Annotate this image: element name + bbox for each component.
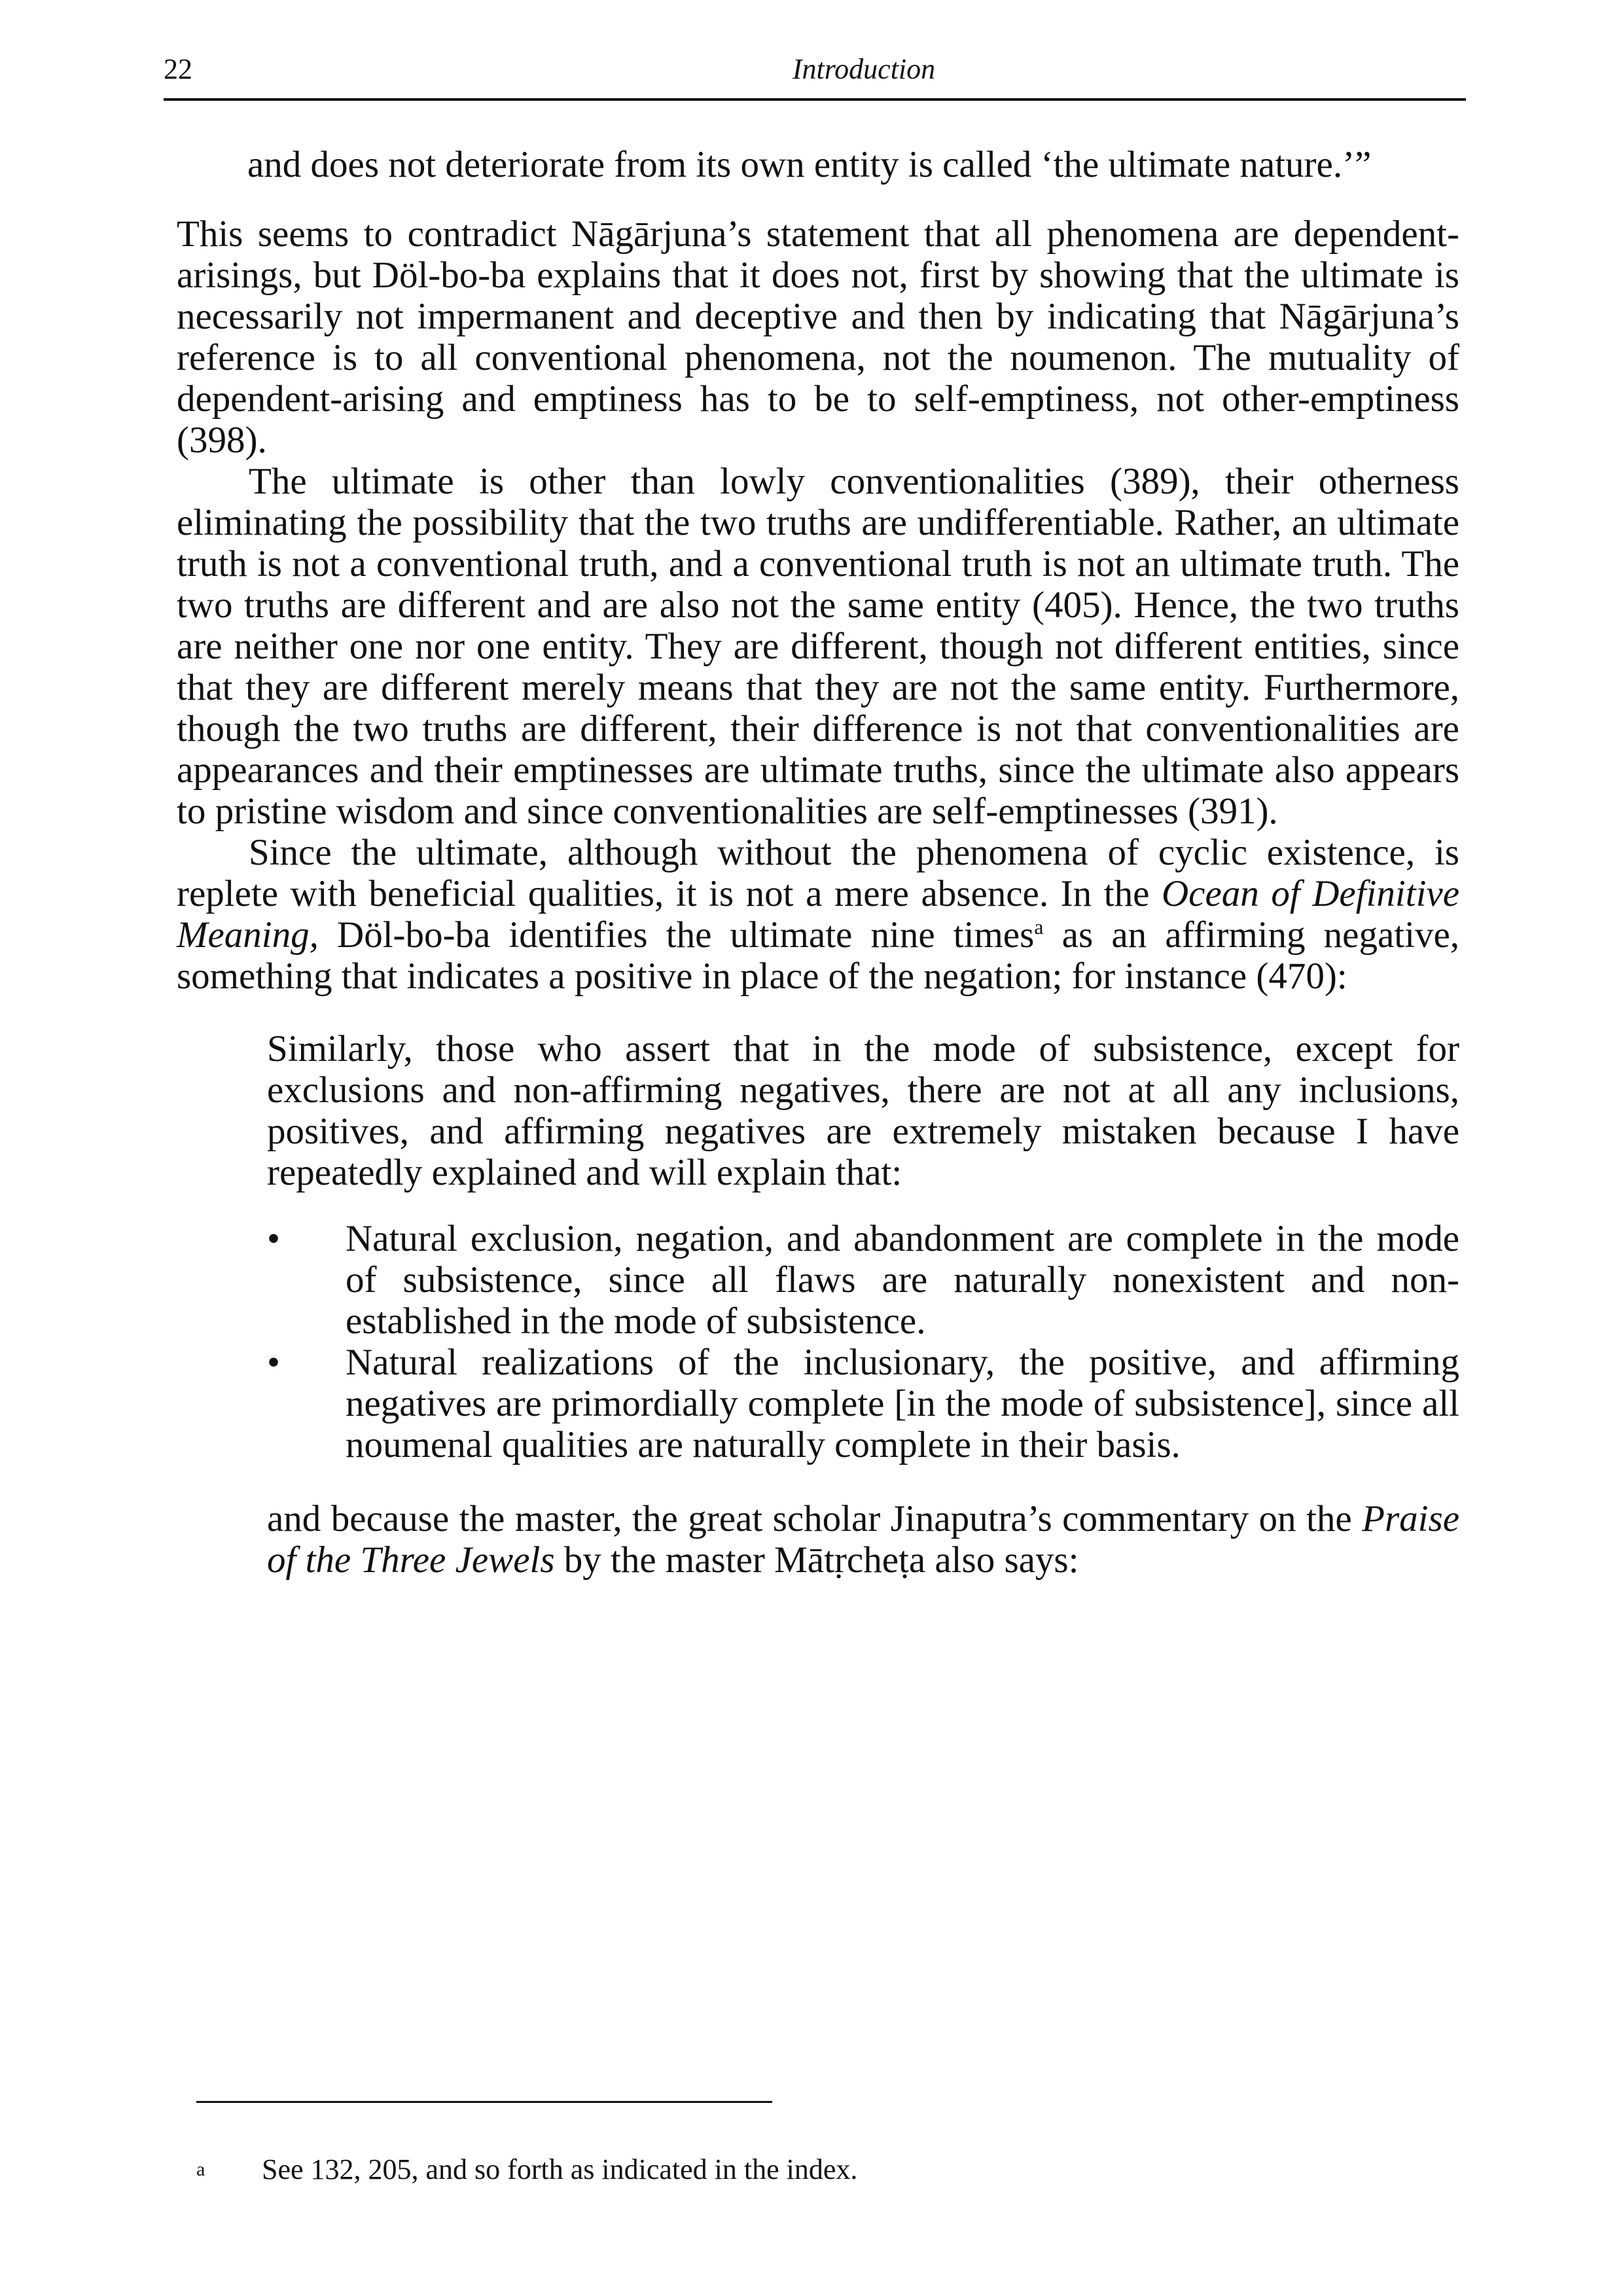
closing-part-2: by the master Mātṛcheṭa also says: — [554, 1539, 1079, 1581]
bullet-marker: • — [267, 1218, 280, 1259]
paragraph-3-part-2: Döl-bo-ba identifies the ultimate nine times — [318, 914, 1035, 956]
paragraph-3 — [177, 832, 1459, 997]
bullet-text: Natural realizations of the inclusionary, the positive, and affirming negatives are primordially complete [in the mode of subsistence], since all noumenal qualities are naturally complete in their basis. — [346, 1342, 1459, 1465]
block-quote: Similarly, those who assert that in the mode of subsistence, except for exclusions and non-affirming negatives, there are not at all any inclusions, positives, and affirming negatives are extremely mistaken because I have repeatedly explained and will explain that: — [267, 1028, 1459, 1193]
bullet-item — [267, 1218, 1459, 1342]
paragraph-2: The ultimate is other than lowly conventionalities (389), their otherness eliminating the possibility that the two truths are undifferentiable. Rather, an ultimate truth is not a conventional truth, and a conventional truth is not an ultimate truth. The two truths are different and are also not the same entity (405). Hence, the two truths are neither one nor one entity. They are different, though not different entities, since that they are different merely means that they are not the same entity. Furthermore, though the two truths are different, their difference is not that conventionalities are appearances and their emptinesses are ultimate truths, since the ultimate also appears to pristine wisdom and since conventionalities are self-emptinesses (391). — [177, 461, 1459, 832]
footnote — [196, 2153, 1440, 2186]
page-header — [164, 48, 1466, 101]
closing-part-1: and because the master, the great scholar Jinaputra’s commentary on the — [267, 1498, 1363, 1539]
bullet-list — [267, 1218, 1459, 1465]
bullet-item — [267, 1342, 1459, 1465]
footnote-reference[interactable]: a — [1034, 915, 1044, 939]
page-number: 22 — [164, 53, 192, 85]
body-text — [177, 144, 1459, 1581]
paragraph-1: This seems to contradict Nāgārjuna’s statement that all phenomena are dependent-arisings, but Döl-bo-ba explains that it does not, first by showing that the ultimate is necessarily not impermanent and deceptive and then by indicating that Nāgārjuna’s reference is to all conventional phenomena, not the noumenon. The mutuality of dependent-arising and emptiness has to be to self-emptiness, not other-emptiness (398). — [177, 213, 1459, 461]
footnote-marker: a — [196, 2159, 205, 2180]
quote-continuation: and does not deteriorate from its own entity is called ‘the ultimate nature.’” — [247, 144, 1372, 185]
running-head: Introduction — [792, 53, 936, 85]
paragraph-3-part-1: Since the ultimate, although without the phenomena of cyclic existence, is replete with beneficial qualities, it is not a mere absence. In the — [177, 832, 1459, 914]
closing-paragraph — [267, 1498, 1459, 1581]
bullet-marker: • — [267, 1342, 280, 1383]
paragraph-3-part-3: as an affirming negative, something that indicates a positive in place of the negation; for instance (470): — [177, 914, 1459, 997]
footnote-text: See 132, 205, and so forth as indicated in the index. — [262, 2153, 858, 2185]
bullet-text: Natural exclusion, negation, and abandonment are complete in the mode of subsistence, since all flaws are naturally nonexistent and non-established in the mode of subsistence. — [346, 1218, 1459, 1342]
book-title-praise: Praise of the Three Jewels — [267, 1498, 1459, 1581]
footnote-divider — [196, 2101, 772, 2103]
book-title-ocean: Ocean of Definitive Meaning, — [177, 873, 1459, 956]
